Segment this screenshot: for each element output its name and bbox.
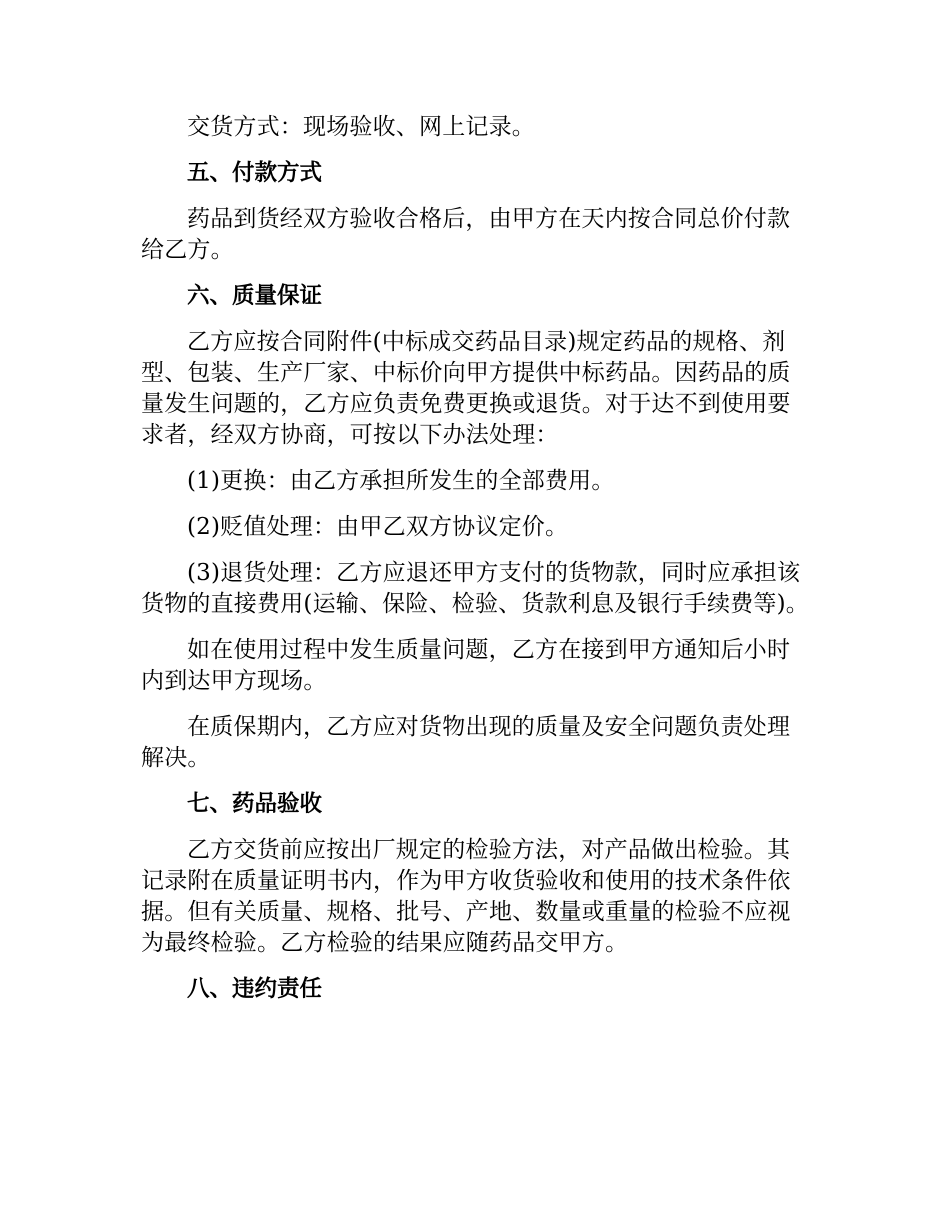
- document-page: [141, 112, 813, 1020]
- payment-terms-text: 药品到货经双方验收合格后，由甲方在天内按合同总价付款给乙方。: [141, 206, 791, 263]
- remedy-return-text: (3)退货处理：乙方应退还甲方支付的货物款，同时应承担该货物的直接费用(运输、保险、检验、货款利息及银行手续费等)。: [141, 560, 809, 617]
- remedy-depreciate-text: (2)贬值处理：由甲乙双方协议定价。: [187, 514, 569, 540]
- quality-issue-response-text: 如在使用过程中发生质量问题，乙方在接到甲方通知后小时内到达甲方现场。: [141, 637, 791, 694]
- delivery-method-text: 交货方式：现场验收、网上记录。: [187, 114, 535, 140]
- remedy-replace-text: (1)更换：由乙方承担所发生的全部费用。: [187, 468, 615, 494]
- inspection-text: 乙方交货前应按出厂规定的检验方法，对产品做出检验。其记录附在质量证明书内，作为甲方收货验收和使用的技术条件依据。但有关质量、规格、批号、产地、数量或重量的检验不应视为最终检验。乙方检验的结果应随药品交甲方。: [141, 837, 791, 956]
- quality-guarantee-text: 乙方应按合同附件(中标成交药品目录)规定药品的规格、剂型、包装、生产厂家、中标价向甲方提供中标药品。因药品的质量发生问题的，乙方应负责免费更换或退货。对于达不到使用要求者，经双方协商，可按以下办法处理：: [141, 329, 791, 448]
- section-7-heading: 七、药品验收: [187, 791, 323, 817]
- section-6-heading: 六、质量保证: [187, 283, 323, 309]
- warranty-period-text: 在质保期内，乙方应对货物出现的质量及安全问题负责处理解决。: [141, 714, 791, 771]
- section-8-heading: 八、违约责任: [187, 976, 323, 1002]
- section-5-heading: 五、付款方式: [187, 160, 323, 186]
